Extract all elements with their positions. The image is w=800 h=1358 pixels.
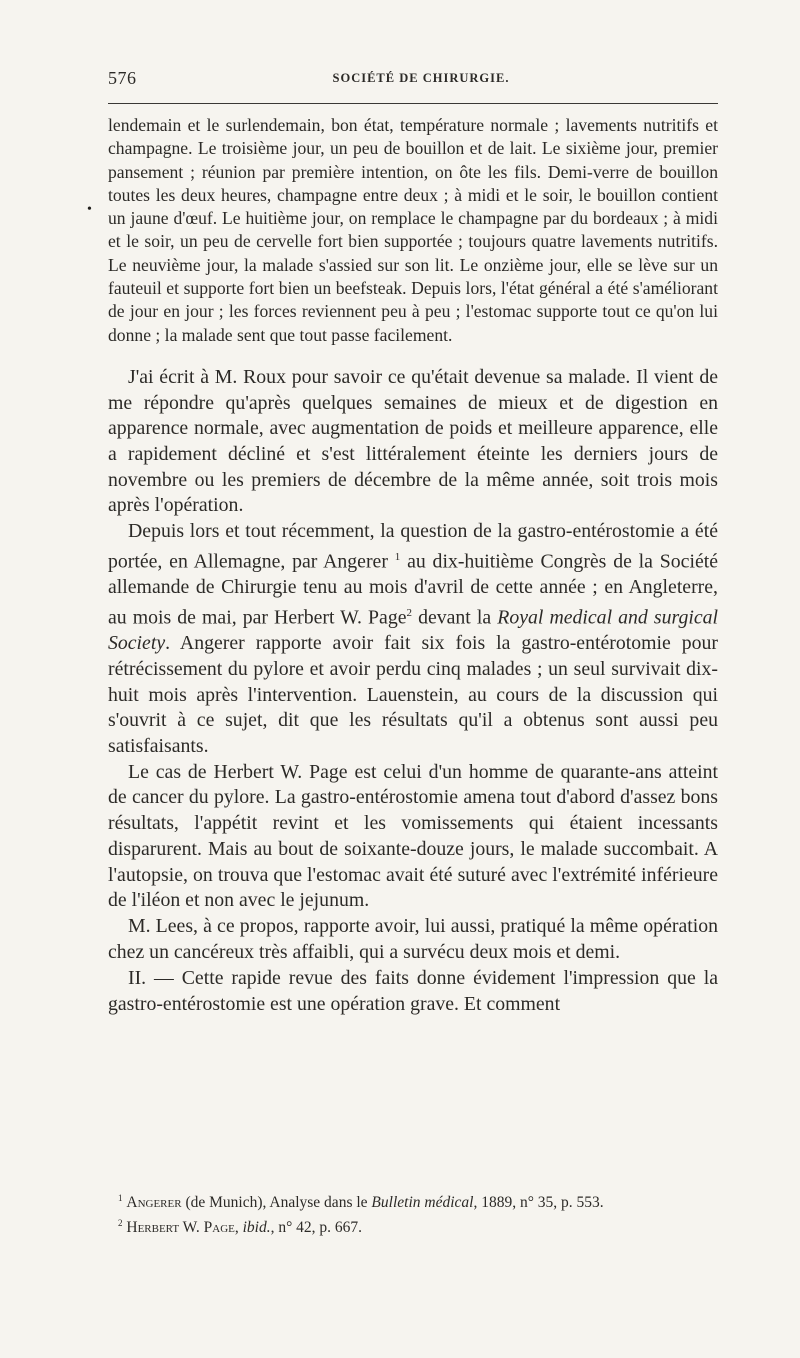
body-text: [108, 114, 718, 1018]
case-report-block: [108, 114, 718, 347]
running-head: SOCIÉTÉ DE CHIRURGIE.: [332, 71, 510, 85]
paragraph-angerer-part-c: devant la: [412, 606, 498, 629]
paragraph-angerer-part-b: au dix-huitième Congrès de la Société allemande de Chirurgie tenu au mois d'avril de cette année ; en Angleterre, au mois de mai, par Herbert W. Page: [108, 550, 718, 629]
margin-dot: •: [87, 202, 92, 217]
case-report-paragraph: lendemain et le surlendemain, bon état, température normale ; lavements nutritifs et champagne. Le troisième jour, un peu de bouillon et de lait. Le sixième jour, premier pansement ; réunion par première intention, on ôte les fils. Demi-verre de bouillon toutes les deux heures, champagne entre deux ; à midi et le soir, le bouillon contient un jaune d'œuf. Le huitième jour, on remplace le champagne par du bordeaux ; à midi et le soir, un peu de cervelle fort bien supportée ; toujours quatre lavements nutritifs. Le neuvième jour, la malade s'assied sur son lit. Le onzième jour, elle se lève sur un fauteuil et supporte fort bien un beefsteak. Depuis lors, l'état général a été s'améliorant de jour en jour ; les forces reviennent peu à peu ; l'estomac supporte tout ce qu'on lui donne ; la malade sent que tout passe facilement.: [108, 115, 718, 345]
footnote-ref-2: 2: [406, 606, 412, 619]
paragraph-angerer-part-a: Depuis lors et tout récemment, la question de la gastro-entérostomie a été portée, en Allemagne, par Angerer: [108, 520, 718, 573]
footnote-citation: , 1889, n° 35, p. 553.: [473, 1194, 604, 1212]
footnote: [108, 1213, 718, 1238]
footnote-citation: , n° 42, p. 667.: [270, 1219, 363, 1237]
footnote-author: Angerer: [126, 1194, 182, 1212]
footnotes: [108, 1188, 718, 1238]
paragraph-roux: J'ai écrit à M. Roux pour savoir ce qu'était devenue sa malade. Il vient de me répondre qu'après quelques semaines de mieux et de digestion en apparence normale, avec augmentation de poids et meilleure apparence, elle a rapidement décliné et s'est littéralement éteinte les derniers jours de novembre ou les premiers de décembre de la même année, soit trois mois après l'opération.: [108, 365, 718, 517]
footnote-marker: 1: [118, 1193, 123, 1203]
page-header: [108, 68, 718, 98]
footnote-journal: Bulletin médical: [371, 1194, 474, 1212]
footnote-ref-1: 1: [394, 550, 401, 563]
footnote-text: ,: [234, 1219, 243, 1237]
footnote-marker: 2: [118, 1218, 123, 1229]
main-text-block: [108, 365, 718, 1018]
footnote-journal: ibid.: [242, 1219, 271, 1237]
society-name: Royal medical and surgical Society: [108, 606, 718, 655]
paragraph-angerer-part-d: . Angerer rapporte avoir fait six fois la gastro-entérotomie pour rétrécissement du pylore et avoir perdu cinq malades ; un seul survivait dix-huit mois après l'intervention. Lauenstein, au cours de la discussion qui s'ouvrit à ce sujet, dit que les résultats qu'il a obtenus sont aussi peu satisfaisants.: [108, 632, 718, 757]
page-number: 576: [108, 68, 137, 88]
paragraph-page-case: Le cas de Herbert W. Page est celui d'un homme de quarante-ans atteint de cancer du pylore. La gastro-entérostomie amena tout d'abord d'assez bons résultats, l'appétit revint et les vomissements qui étaient incessants disparurent. Mais au bout de soixante-douze jours, le malade succombait. A l'autopsie, on trouva que l'estomac avait été suturé avec l'extrémité inférieure de l'iléon et non avec le jejunum.: [108, 760, 718, 912]
paragraph-angerer: [108, 519, 718, 760]
paragraph-lees: M. Lees, à ce propos, rapporte avoir, lui aussi, pratiqué la même opération chez un cancéreux très affaibli, qui a survécu deux mois et demi.: [108, 914, 718, 963]
header-rule: [108, 103, 718, 104]
footnote-text: (de Munich), Analyse dans le: [181, 1194, 372, 1212]
footnote: [108, 1188, 718, 1213]
paragraph-section-ii: II. — Cette rapide revue des faits donne évidement l'impression que la gastro-entérostomie est une opération grave. Et comment: [108, 967, 718, 1016]
footnote-author: Herbert W. Page: [126, 1219, 235, 1237]
